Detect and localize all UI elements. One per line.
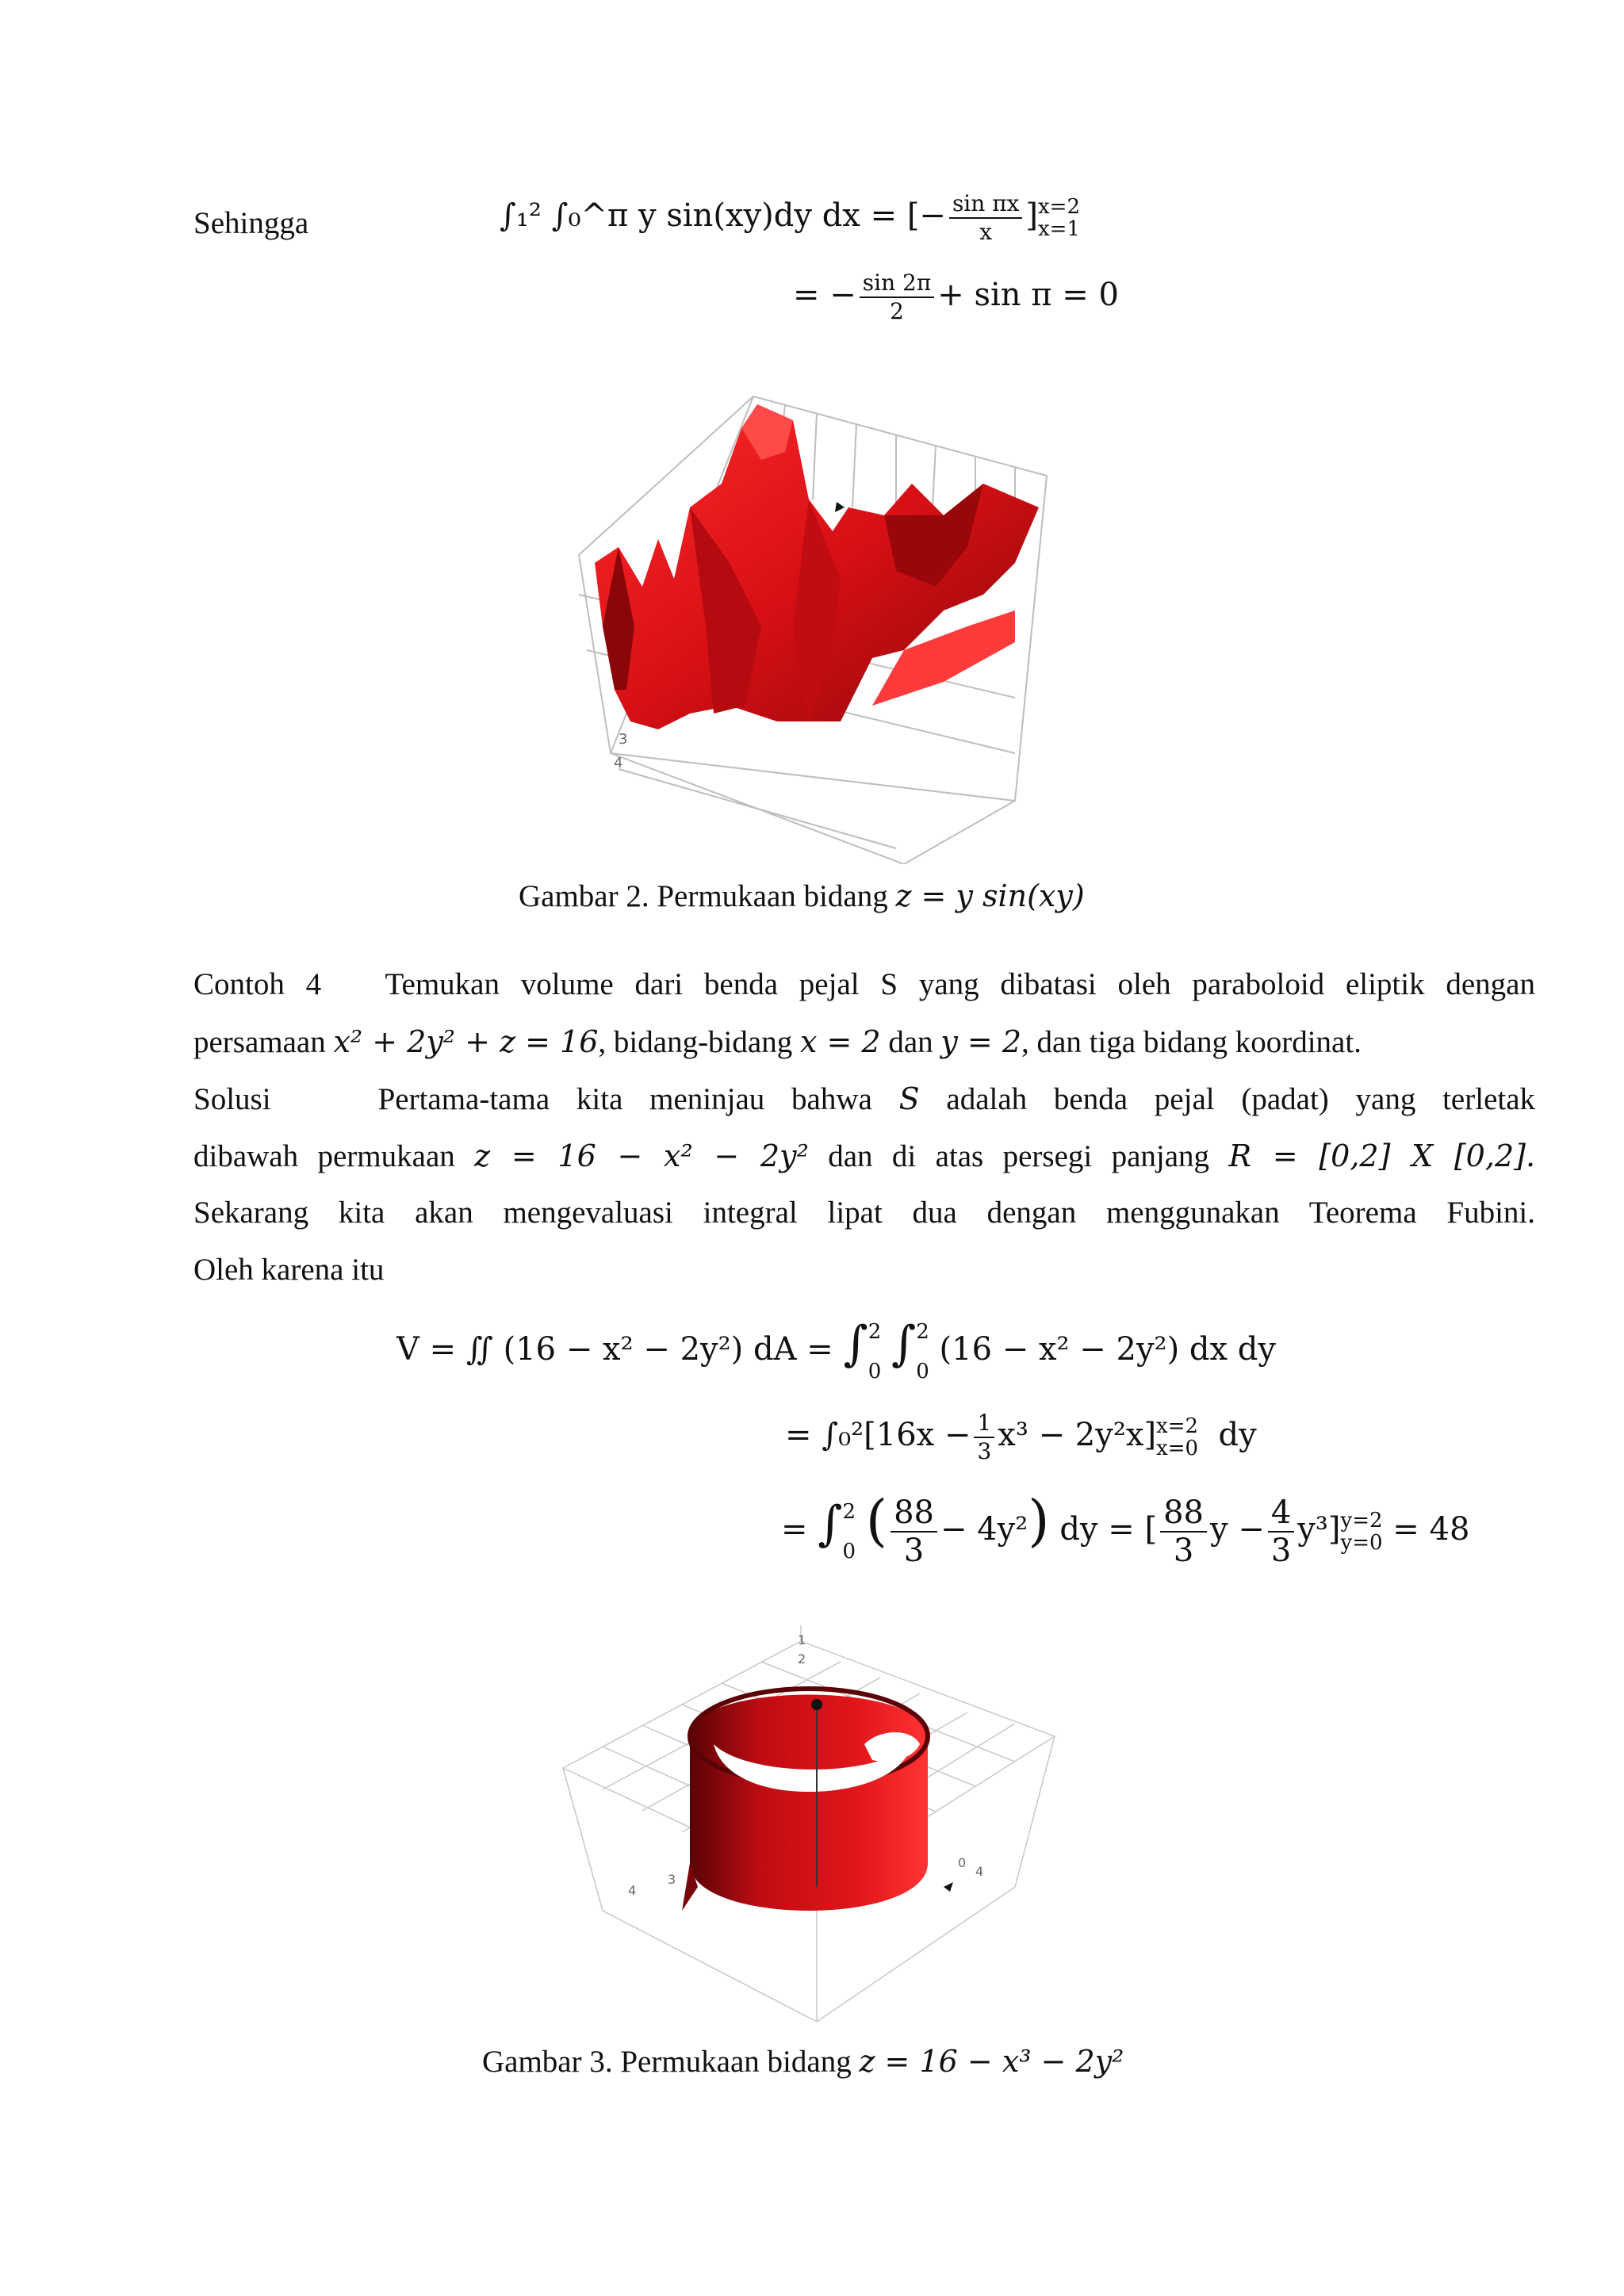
bracket-fraction: $\frac{\text{sin πx}}{x}$ <box>949 190 1022 246</box>
figure3-axis-marker <box>811 1699 822 1710</box>
solution-line3: Sekarang kita akan mengevaluasi integral lipat dua dengan menggunakan Teorema Fubini. <box>193 1196 1535 1230</box>
figure3-caption: Gambar 3. Permukaan bidang z = 16 − x³ − 2y² <box>482 2044 1124 2079</box>
volume-equation-line2: = ∫₀²[16x − $\frac{1}{3}$ x³ − 2y²x] x=2 x=0 dy <box>785 1410 1257 1464</box>
figure3-axis-arrow <box>944 1882 953 1892</box>
figure3-tick-label: 1 <box>798 1632 806 1647</box>
integral-lhs: ∫₁² ∫₀^π y sin(xy)dy dx = <box>500 197 898 234</box>
figure2-tick-label: 3 <box>619 731 628 748</box>
example4-line1: Contoh 4 Temukan volume dari benda pejal S yang dibatasi oleh paraboloid eliptik dengan <box>193 967 1535 1001</box>
figure3-surface-plot <box>555 1625 1071 2038</box>
sehingga-label: Sehingga <box>193 206 309 240</box>
figure2-red-surface <box>595 404 1039 729</box>
solution-line1: Solusi Pertama-tama kita meninjau bahwa S adalah benda pejal (padat) yang terletak <box>193 1081 1536 1116</box>
integral-equation-line1: ∫₁² ∫₀^π y sin(xy)dy dx = [− $\frac{\text{sin πx}}{x}$ ] x=2 x=1 <box>500 190 1080 245</box>
figure3-tick-label: 3 <box>668 1872 676 1887</box>
solution-line4: Oleh karena itu <box>193 1253 385 1287</box>
example4-line2: persamaan x² + 2y² + z = 16, bidang-bidang x = 2 dan y = 2, dan tiga bidang koordinat. <box>193 1024 1362 1059</box>
figure2-axis-marker <box>835 502 845 512</box>
volume-equation-line3: = ∫ 2 0 ( $\frac{88}{3}$ − 4y²) dy = [ $\frac{88}{3}$ y − $\frac{4}{3}$ y³] y=2 y=0 = 48 <box>781 1488 1470 1569</box>
figure3-tick-label: 4 <box>975 1864 984 1879</box>
bracket-limits: x=2 x=1 <box>1038 195 1080 241</box>
figure2-tick-label: 4 <box>614 755 623 771</box>
figure2-surface-plot <box>571 388 1063 864</box>
solution-line2: dibawah permukaan z = 16 − x² − 2y² dan di atas persegi panjang R = [0,2] X [0,2]. <box>193 1138 1536 1173</box>
figure3-tick-label: 4 <box>628 1883 637 1898</box>
figure2-caption: Gambar 2. Permukaan bidang z = y sin(xy) <box>519 878 1085 913</box>
figure3-red-surface <box>682 1689 928 1911</box>
figure3-tick-label: 0 <box>958 1855 967 1870</box>
volume-equation-line1: V = ∬ (16 − x² − 2y²) dA = ∫ 2 0 ∫ 2 0 (16 − x² − 2y²) dx dy <box>396 1316 1276 1383</box>
integral-equation-line2: = − $\frac{\sin 2\pi}{2}$ + sin π = 0 <box>793 270 1119 324</box>
figure3-tick-label: 2 <box>798 1651 806 1667</box>
